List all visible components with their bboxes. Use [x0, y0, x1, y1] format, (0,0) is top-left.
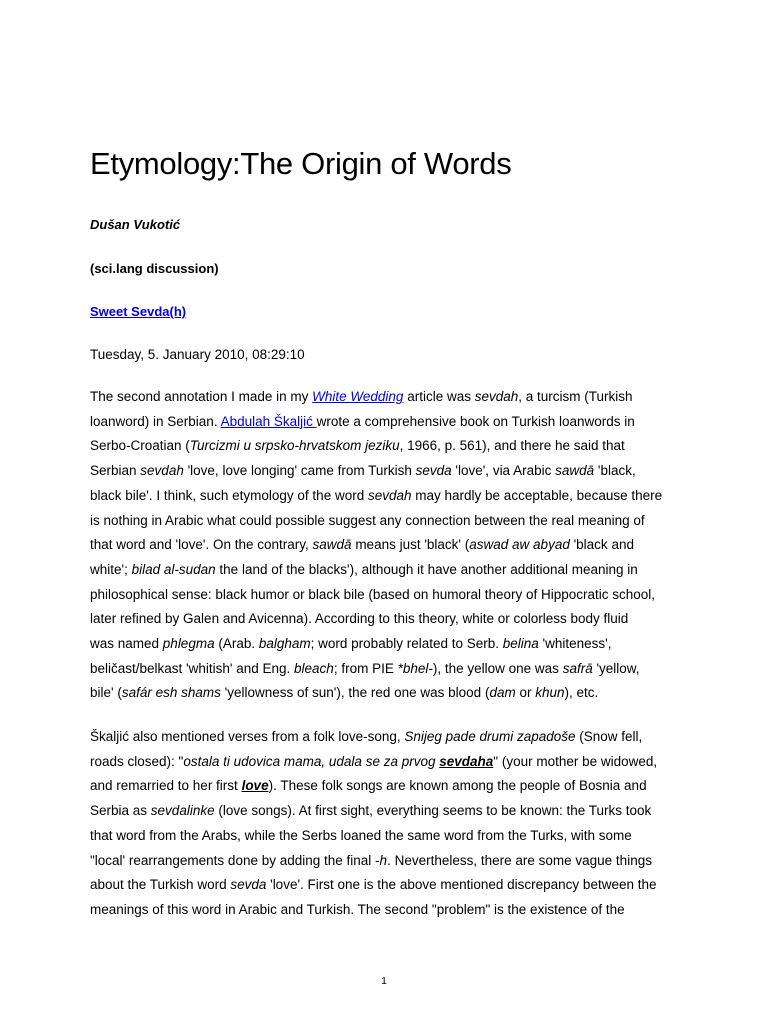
document-title: Etymology:The Origin of Words [90, 146, 512, 181]
section-link-sweet-sevdah[interactable]: Sweet Sevda(h) [90, 304, 187, 319]
text-line: Škaljić also mentioned verses from a folk love-song, Snijeg pade drumi zapadoše (Snow fell, [90, 729, 643, 744]
text-line: beličast/belkast 'whitish' and Eng. bleach; from PIE *bhel-), the yellow one was safrā 'yellow, [90, 660, 640, 676]
text-line: "local' rearrangements done by adding the final -h. Nevertheless, there are some vague things [90, 852, 652, 868]
text-line: The second annotation I made in my White Wedding article was sevdah, a turcism (Turkish [90, 389, 633, 404]
paragraph-2 [90, 725, 690, 923]
text-line: roads closed): "ostala ti udovica mama, udala se za prvog sevdaha" (your mother be widowed, [90, 753, 658, 769]
text-line: later refined by Galen and Avicenna). According to this theory, white or colorless body fluid [90, 611, 629, 627]
text-line: is nothing in Arabic what could possible suggest any connection between the real meaning of [90, 512, 645, 528]
text-line: bile' (safár esh shams 'yellowness of sun'), the red one was blood (dam or khun), etc. [90, 685, 599, 701]
text-line: meanings of this word in Arabic and Turkish. The second "problem" is the existence of the [90, 901, 625, 917]
text-line: white'; bilad al-sudan the land of the blacks'), although it have another additional meaning in [90, 561, 638, 577]
document-subtitle: (sci.lang discussion) [90, 261, 219, 276]
page-number: 1 [381, 976, 387, 987]
text-line: Serbia as sevdalinke (love songs). At first sight, everything seems to be known: the Turks took [90, 803, 652, 819]
text-line: philosophical sense: black humor or black bile (based on humoral theory of Hippocratic school, [90, 586, 656, 602]
text-line: Serbo-Croatian (Turcizmi u srpsko-hrvatskom jeziku, 1966, p. 561), and there he said that [90, 438, 625, 454]
abdulah-skaljic-link[interactable]: Abdulah Škaljić [220, 413, 317, 429]
white-wedding-link[interactable]: White Wedding [312, 389, 404, 404]
text-line: loanword) in Serbian. Abdulah Škaljić wrote a comprehensive book on Turkish loanwords in [90, 413, 635, 429]
text-line: Serbian sevdah 'love, love longing' came from Turkish sevda 'love', via Arabic sawdā 'black, [90, 463, 636, 479]
paragraph-1 [90, 385, 690, 706]
text-line: and remarried to her first love). These folk songs are known among the people of Bosnia and [90, 778, 647, 794]
text-line: that word and 'love'. On the contrary, sawdā means just 'black' (aswad aw abyad 'black and [90, 537, 634, 553]
text-line: that word from the Arabs, while the Serbs loaned the same word from the Turks, with some [90, 827, 632, 843]
text-line: about the Turkish word sevda 'love'. First one is the above mentioned discrepancy between the [90, 877, 657, 893]
text-line: was named phlegma (Arab. balgham; word probably related to Serb. belina 'whiteness', [90, 636, 612, 652]
text-line: black bile'. I think, such etymology of the word sevdah may hardly be acceptable, because there [90, 487, 663, 503]
post-dateline: Tuesday, 5. January 2010, 08:29:10 [90, 347, 305, 362]
author-name: Dušan Vukotić [90, 217, 181, 232]
